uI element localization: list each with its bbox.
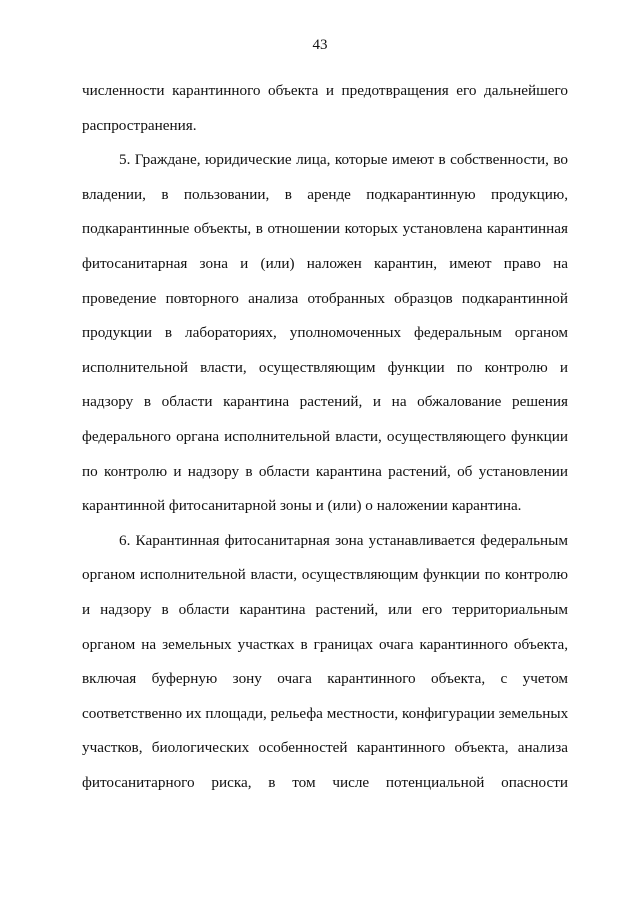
text-line: надзору в области карантина растений, и на обжалование решения xyxy=(82,393,568,411)
text-line: и надзору в области карантина растений, или его территориальным xyxy=(82,600,568,618)
text-line: численности карантинного объекта и предотвращения его дальнейшего xyxy=(82,82,568,99)
text-line: владении, в пользовании, в аренде подкарантинную продукцию, xyxy=(82,185,568,203)
text-line: фитосанитарная зона и (или) наложен карантин, имеют право на xyxy=(82,254,568,272)
body-text xyxy=(82,74,568,800)
text-line: распространения. xyxy=(82,116,197,134)
text-line: участков, биологических особенностей карантинного объекта, анализа xyxy=(82,739,568,757)
text-line: органом на земельных участках в границах очага карантинного объекта, xyxy=(82,635,568,653)
text-line: включая буферную зону очага карантинного объекта, с учетом xyxy=(82,670,568,688)
text-line: органом исполнительной власти, осуществляющим функции по контролю xyxy=(82,566,568,584)
text-line: исполнительной власти, осуществляющим функции по контролю и xyxy=(82,358,568,376)
text-line: подкарантинные объекты, в отношении которых установлена карантинная xyxy=(82,220,568,238)
text-line: проведение повторного анализа отобранных образцов подкарантинной xyxy=(82,289,568,307)
text-line: карантинной фитосанитарной зоны и (или) о наложении карантина. xyxy=(82,497,522,515)
text-line: федерального органа исполнительной власти, осуществляющего функции xyxy=(82,427,568,445)
text-line: продукции в лабораториях, уполномоченных федеральным органом xyxy=(82,324,568,342)
page-number: 43 xyxy=(312,37,328,53)
text-line: 5. Граждане, юридические лица, которые имеют в собственности, во xyxy=(119,151,568,169)
text-line: по контролю и надзору в области карантина растений, об установлении xyxy=(82,462,568,480)
text-line: 6. Карантинная фитосанитарная зона устанавливается федеральным xyxy=(119,531,568,549)
text-line: фитосанитарного риска, в том числе потенциальной опасности xyxy=(82,773,568,791)
text-line: соответственно их площади, рельефа местности, конфигурации земельных xyxy=(82,704,569,722)
